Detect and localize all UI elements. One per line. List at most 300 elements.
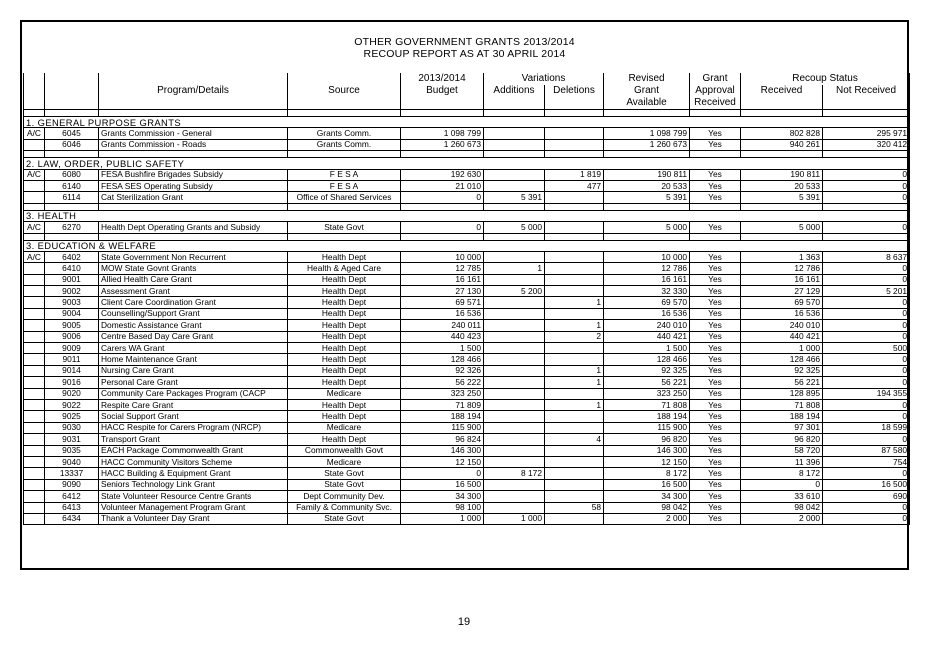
additions-cell xyxy=(484,128,545,139)
ac-cell xyxy=(24,343,45,354)
not-received-cell: 500 xyxy=(823,343,910,354)
additions-cell xyxy=(484,456,545,467)
budget-cell: 16 500 xyxy=(401,479,484,490)
table-row xyxy=(24,308,910,319)
table-row xyxy=(24,491,910,502)
header-approval-2: Approval xyxy=(690,85,741,97)
additions-cell xyxy=(484,411,545,422)
deletions-cell: 477 xyxy=(545,180,604,191)
additions-cell xyxy=(484,377,545,388)
received-cell: 27 129 xyxy=(741,286,823,297)
program-cell: Health Dept Operating Grants and Subsidy xyxy=(99,222,288,233)
program-cell: Carers WA Grant xyxy=(99,343,288,354)
page-number: 19 xyxy=(457,616,471,628)
received-cell: 69 570 xyxy=(741,297,823,308)
ac-cell xyxy=(24,411,45,422)
table-row xyxy=(24,468,910,479)
revised-cell: 20 533 xyxy=(604,180,690,191)
empty-cell xyxy=(545,151,604,158)
empty-cell xyxy=(545,203,604,210)
source-cell: Office of Shared Services xyxy=(288,192,401,203)
empty-cell xyxy=(401,233,484,240)
revised-cell: 188 194 xyxy=(604,411,690,422)
revised-cell: 71 808 xyxy=(604,399,690,410)
budget-cell: 69 571 xyxy=(401,297,484,308)
header-row-2 xyxy=(24,85,910,97)
empty-cell xyxy=(288,233,401,240)
revised-cell: 440 421 xyxy=(604,331,690,342)
ac-cell xyxy=(24,320,45,331)
ac-cell: A/C xyxy=(24,222,45,233)
approval-cell: Yes xyxy=(690,377,741,388)
source-cell: Medicare xyxy=(288,388,401,399)
program-cell: Respite Care Grant xyxy=(99,399,288,410)
additions-cell xyxy=(484,354,545,365)
program-cell: HACC Respite for Carers Program (NRCP) xyxy=(99,422,288,433)
ac-cell: A/C xyxy=(24,128,45,139)
budget-cell: 71 809 xyxy=(401,399,484,410)
ac-cell xyxy=(24,479,45,490)
additions-cell xyxy=(484,343,545,354)
additions-cell xyxy=(484,297,545,308)
program-cell: EACH Package Commonwealth Grant xyxy=(99,445,288,456)
approval-cell: Yes xyxy=(690,502,741,513)
table-row xyxy=(24,479,910,490)
revised-cell: 1 260 673 xyxy=(604,139,690,150)
code-cell: 9025 xyxy=(45,411,99,422)
report-title xyxy=(22,36,907,60)
budget-cell: 1 260 673 xyxy=(401,139,484,150)
approval-cell: Yes xyxy=(690,388,741,399)
code-cell: 6402 xyxy=(45,251,99,262)
budget-cell: 27 130 xyxy=(401,286,484,297)
source-cell: Health Dept xyxy=(288,411,401,422)
source-cell: Health Dept xyxy=(288,251,401,262)
received-cell: 71 808 xyxy=(741,399,823,410)
empty-cell xyxy=(288,151,401,158)
report-title-line1: OTHER GOVERNMENT GRANTS 2013/2014 xyxy=(354,36,575,48)
budget-cell: 10 000 xyxy=(401,251,484,262)
code-cell: 9020 xyxy=(45,388,99,399)
approval-cell: Yes xyxy=(690,479,741,490)
section-heading: 3. HEALTH xyxy=(24,210,910,221)
empty-cell xyxy=(401,151,484,158)
source-cell: Health Dept xyxy=(288,377,401,388)
source-cell: Medicare xyxy=(288,456,401,467)
deletions-cell: 4 xyxy=(545,434,604,445)
header-available: Available xyxy=(604,97,690,110)
additions-cell xyxy=(484,365,545,376)
not-received-cell: 87 580 xyxy=(823,445,910,456)
deletions-cell xyxy=(545,354,604,365)
additions-cell xyxy=(484,169,545,180)
revised-cell: 92 325 xyxy=(604,365,690,376)
ac-cell xyxy=(24,180,45,191)
program-cell: Seniors Technology Link Grant xyxy=(99,479,288,490)
source-cell: Dept Community Dev. xyxy=(288,491,401,502)
approval-cell: Yes xyxy=(690,274,741,285)
not-received-cell: 0 xyxy=(823,365,910,376)
ac-cell: A/C xyxy=(24,169,45,180)
approval-cell: Yes xyxy=(690,308,741,319)
table-row xyxy=(24,422,910,433)
not-received-cell: 295 971 xyxy=(823,128,910,139)
code-cell: 9014 xyxy=(45,365,99,376)
source-cell: Commonwealth Govt xyxy=(288,445,401,456)
not-received-cell: 5 201 xyxy=(823,286,910,297)
not-received-cell: 194 355 xyxy=(823,388,910,399)
section-heading: 3. EDUCATION & WELFARE xyxy=(24,240,910,251)
source-cell: State Govt xyxy=(288,479,401,490)
deletions-cell xyxy=(545,445,604,456)
source-cell: Health Dept xyxy=(288,308,401,319)
empty-cell xyxy=(823,151,910,158)
deletions-cell xyxy=(545,308,604,319)
budget-cell: 1 098 799 xyxy=(401,128,484,139)
approval-cell: Yes xyxy=(690,468,741,479)
approval-cell: Yes xyxy=(690,128,741,139)
empty-cell xyxy=(24,110,45,117)
additions-cell xyxy=(484,491,545,502)
received-cell: 1 000 xyxy=(741,343,823,354)
header-revised: Revised xyxy=(604,73,690,85)
program-cell: FESA SES Operating Subsidy xyxy=(99,180,288,191)
deletions-cell: 1 xyxy=(545,320,604,331)
approval-cell: Yes xyxy=(690,222,741,233)
revised-cell: 69 570 xyxy=(604,297,690,308)
revised-cell: 146 300 xyxy=(604,445,690,456)
additions-cell xyxy=(484,399,545,410)
table-row xyxy=(24,297,910,308)
received-cell: 802 828 xyxy=(741,128,823,139)
code-cell: 9001 xyxy=(45,274,99,285)
approval-cell: Yes xyxy=(690,263,741,274)
received-cell: 33 610 xyxy=(741,491,823,502)
source-cell: Health Dept xyxy=(288,354,401,365)
approval-cell: Yes xyxy=(690,180,741,191)
not-received-cell: 754 xyxy=(823,456,910,467)
approval-cell: Yes xyxy=(690,456,741,467)
additions-cell xyxy=(484,274,545,285)
deletions-cell: 58 xyxy=(545,502,604,513)
additions-cell: 5 000 xyxy=(484,222,545,233)
header-source: Source xyxy=(288,85,401,97)
code-cell: 6080 xyxy=(45,169,99,180)
source-cell: F E S A xyxy=(288,169,401,180)
ac-cell xyxy=(24,445,45,456)
source-cell: State Govt xyxy=(288,513,401,524)
table-row xyxy=(24,377,910,388)
source-cell: Health Dept xyxy=(288,286,401,297)
program-cell: Personal Care Grant xyxy=(99,377,288,388)
approval-cell: Yes xyxy=(690,286,741,297)
approval-cell: Yes xyxy=(690,343,741,354)
deletions-cell xyxy=(545,274,604,285)
approval-cell: Yes xyxy=(690,331,741,342)
approval-cell: Yes xyxy=(690,513,741,524)
received-cell: 190 811 xyxy=(741,169,823,180)
empty-cell xyxy=(604,151,690,158)
source-cell: Health Dept xyxy=(288,331,401,342)
approval-cell: Yes xyxy=(690,297,741,308)
received-cell: 97 301 xyxy=(741,422,823,433)
not-received-cell: 0 xyxy=(823,274,910,285)
empty-cell xyxy=(690,110,741,117)
empty-cell xyxy=(99,110,288,117)
deletions-cell xyxy=(545,513,604,524)
program-cell: Social Support Grant xyxy=(99,411,288,422)
header-revised-grant: Grant xyxy=(604,85,690,97)
code-cell: 6140 xyxy=(45,180,99,191)
header-program: Program/Details xyxy=(99,85,288,97)
not-received-cell: 0 xyxy=(823,180,910,191)
budget-cell: 0 xyxy=(401,468,484,479)
not-received-cell: 0 xyxy=(823,222,910,233)
code-cell: 6413 xyxy=(45,502,99,513)
ac-cell xyxy=(24,468,45,479)
table-row xyxy=(24,399,910,410)
ac-cell xyxy=(24,354,45,365)
code-cell: 9016 xyxy=(45,377,99,388)
additions-cell: 1 xyxy=(484,263,545,274)
code-cell: 13337 xyxy=(45,468,99,479)
empty-cell xyxy=(45,203,99,210)
revised-cell: 34 300 xyxy=(604,491,690,502)
budget-cell: 146 300 xyxy=(401,445,484,456)
approval-cell: Yes xyxy=(690,491,741,502)
additions-cell xyxy=(484,320,545,331)
approval-cell: Yes xyxy=(690,192,741,203)
budget-cell: 128 466 xyxy=(401,354,484,365)
deletions-cell xyxy=(545,286,604,297)
code-cell: 9004 xyxy=(45,308,99,319)
deletions-cell: 1 xyxy=(545,399,604,410)
approval-cell: Yes xyxy=(690,139,741,150)
budget-cell: 56 222 xyxy=(401,377,484,388)
empty-cell xyxy=(823,110,910,117)
empty-cell xyxy=(823,203,910,210)
not-received-cell: 0 xyxy=(823,354,910,365)
deletions-cell: 1 819 xyxy=(545,169,604,180)
program-cell: Domestic Assistance Grant xyxy=(99,320,288,331)
revised-cell: 115 900 xyxy=(604,422,690,433)
revised-cell: 2 000 xyxy=(604,513,690,524)
section-heading-row xyxy=(24,210,910,221)
additions-cell: 5 200 xyxy=(484,286,545,297)
received-cell: 240 010 xyxy=(741,320,823,331)
empty-cell xyxy=(45,110,99,117)
program-cell: HACC Community Visitors Scheme xyxy=(99,456,288,467)
code-cell: 6434 xyxy=(45,513,99,524)
header-not-received: Not Received xyxy=(823,85,910,97)
empty-cell xyxy=(741,151,823,158)
empty-cell xyxy=(604,233,690,240)
table-row xyxy=(24,331,910,342)
source-cell: Health & Aged Care xyxy=(288,263,401,274)
report-sheet xyxy=(20,20,909,570)
empty-cell xyxy=(24,151,45,158)
program-cell: Nursing Care Grant xyxy=(99,365,288,376)
approval-cell: Yes xyxy=(690,169,741,180)
table-row xyxy=(24,343,910,354)
code-cell: 6045 xyxy=(45,128,99,139)
section-heading: 1. GENERAL PURPOSE GRANTS xyxy=(24,117,910,128)
additions-cell xyxy=(484,445,545,456)
spacer-row xyxy=(24,203,910,210)
budget-cell: 16 161 xyxy=(401,274,484,285)
additions-cell xyxy=(484,388,545,399)
program-cell: Home Maintenance Grant xyxy=(99,354,288,365)
header-deletions: Deletions xyxy=(545,85,604,97)
empty-cell xyxy=(690,233,741,240)
ac-cell xyxy=(24,491,45,502)
received-cell: 5 391 xyxy=(741,192,823,203)
table-row xyxy=(24,320,910,331)
deletions-cell xyxy=(545,222,604,233)
source-cell: Health Dept xyxy=(288,399,401,410)
source-cell: Health Dept xyxy=(288,343,401,354)
approval-cell: Yes xyxy=(690,434,741,445)
budget-cell: 323 250 xyxy=(401,388,484,399)
empty-cell xyxy=(288,110,401,117)
program-cell: Thank a Volunteer Day Grant xyxy=(99,513,288,524)
revised-cell: 12 786 xyxy=(604,263,690,274)
received-cell: 128 895 xyxy=(741,388,823,399)
not-received-cell: 0 xyxy=(823,331,910,342)
ac-cell xyxy=(24,456,45,467)
table-row xyxy=(24,502,910,513)
approval-cell: Yes xyxy=(690,399,741,410)
table-row xyxy=(24,128,910,139)
additions-cell xyxy=(484,331,545,342)
code-cell: 9022 xyxy=(45,399,99,410)
program-cell: Centre Based Day Care Grant xyxy=(99,331,288,342)
code-cell: 9002 xyxy=(45,286,99,297)
section-heading-row xyxy=(24,158,910,169)
empty-cell xyxy=(741,233,823,240)
not-received-cell: 8 637 xyxy=(823,251,910,262)
ac-cell xyxy=(24,274,45,285)
received-cell: 96 820 xyxy=(741,434,823,445)
budget-cell: 12 785 xyxy=(401,263,484,274)
code-cell: 9035 xyxy=(45,445,99,456)
additions-cell xyxy=(484,502,545,513)
ac-cell xyxy=(24,399,45,410)
code-cell: 9011 xyxy=(45,354,99,365)
not-received-cell: 690 xyxy=(823,491,910,502)
revised-cell: 16 500 xyxy=(604,479,690,490)
approval-cell: Yes xyxy=(690,422,741,433)
ac-cell xyxy=(24,308,45,319)
table-row xyxy=(24,354,910,365)
code-cell: 9031 xyxy=(45,434,99,445)
ac-cell xyxy=(24,286,45,297)
code-cell: 9009 xyxy=(45,343,99,354)
ac-cell xyxy=(24,422,45,433)
budget-cell: 440 423 xyxy=(401,331,484,342)
table-row xyxy=(24,411,910,422)
ac-cell xyxy=(24,331,45,342)
empty-cell xyxy=(741,110,823,117)
received-cell: 940 261 xyxy=(741,139,823,150)
additions-cell xyxy=(484,139,545,150)
approval-cell: Yes xyxy=(690,251,741,262)
budget-cell: 188 194 xyxy=(401,411,484,422)
approval-cell: Yes xyxy=(690,365,741,376)
deletions-cell xyxy=(545,263,604,274)
spacer-row xyxy=(24,151,910,158)
budget-cell: 92 326 xyxy=(401,365,484,376)
revised-cell: 16 161 xyxy=(604,274,690,285)
code-cell: 9040 xyxy=(45,456,99,467)
code-cell: 9005 xyxy=(45,320,99,331)
empty-cell xyxy=(690,203,741,210)
not-received-cell: 18 599 xyxy=(823,422,910,433)
received-cell: 16 161 xyxy=(741,274,823,285)
budget-cell: 0 xyxy=(401,222,484,233)
deletions-cell xyxy=(545,128,604,139)
not-received-cell: 0 xyxy=(823,377,910,388)
source-cell: Grants Comm. xyxy=(288,128,401,139)
ac-cell xyxy=(24,263,45,274)
spacer-row xyxy=(24,233,910,240)
received-cell: 56 221 xyxy=(741,377,823,388)
revised-cell: 323 250 xyxy=(604,388,690,399)
code-cell: 6410 xyxy=(45,263,99,274)
section-heading-row xyxy=(24,117,910,128)
deletions-cell xyxy=(545,388,604,399)
empty-cell xyxy=(99,203,288,210)
table-row xyxy=(24,274,910,285)
additions-cell xyxy=(484,251,545,262)
program-cell: Assessment Grant xyxy=(99,286,288,297)
not-received-cell: 0 xyxy=(823,513,910,524)
revised-cell: 1 500 xyxy=(604,343,690,354)
program-cell: HACC Building & Equipment Grant xyxy=(99,468,288,479)
empty-cell xyxy=(45,233,99,240)
not-received-cell: 0 xyxy=(823,502,910,513)
revised-cell: 12 150 xyxy=(604,456,690,467)
source-cell: Medicare xyxy=(288,422,401,433)
received-cell: 16 536 xyxy=(741,308,823,319)
empty-cell xyxy=(545,233,604,240)
empty-cell xyxy=(484,203,545,210)
program-cell: Volunteer Management Program Grant xyxy=(99,502,288,513)
header-approval-3: Received xyxy=(690,97,741,110)
received-cell: 1 363 xyxy=(741,251,823,262)
received-cell: 11 396 xyxy=(741,456,823,467)
revised-cell: 96 820 xyxy=(604,434,690,445)
program-cell: Grants Commission - General xyxy=(99,128,288,139)
source-cell: Family & Community Svc. xyxy=(288,502,401,513)
empty-cell xyxy=(24,233,45,240)
ac-cell xyxy=(24,388,45,399)
code-cell: 9003 xyxy=(45,297,99,308)
table-row xyxy=(24,180,910,191)
budget-cell: 192 630 xyxy=(401,169,484,180)
source-cell: State Govt xyxy=(288,468,401,479)
code-cell: 6412 xyxy=(45,491,99,502)
ac-cell xyxy=(24,297,45,308)
approval-cell: Yes xyxy=(690,445,741,456)
header-recoup-status: Recoup Status xyxy=(741,73,910,85)
empty-cell xyxy=(741,203,823,210)
report-title-line2: RECOUP REPORT AS AT 30 APRIL 2014 xyxy=(363,48,566,60)
not-received-cell: 0 xyxy=(823,411,910,422)
received-cell: 128 466 xyxy=(741,354,823,365)
ac-cell xyxy=(24,365,45,376)
received-cell: 440 421 xyxy=(741,331,823,342)
